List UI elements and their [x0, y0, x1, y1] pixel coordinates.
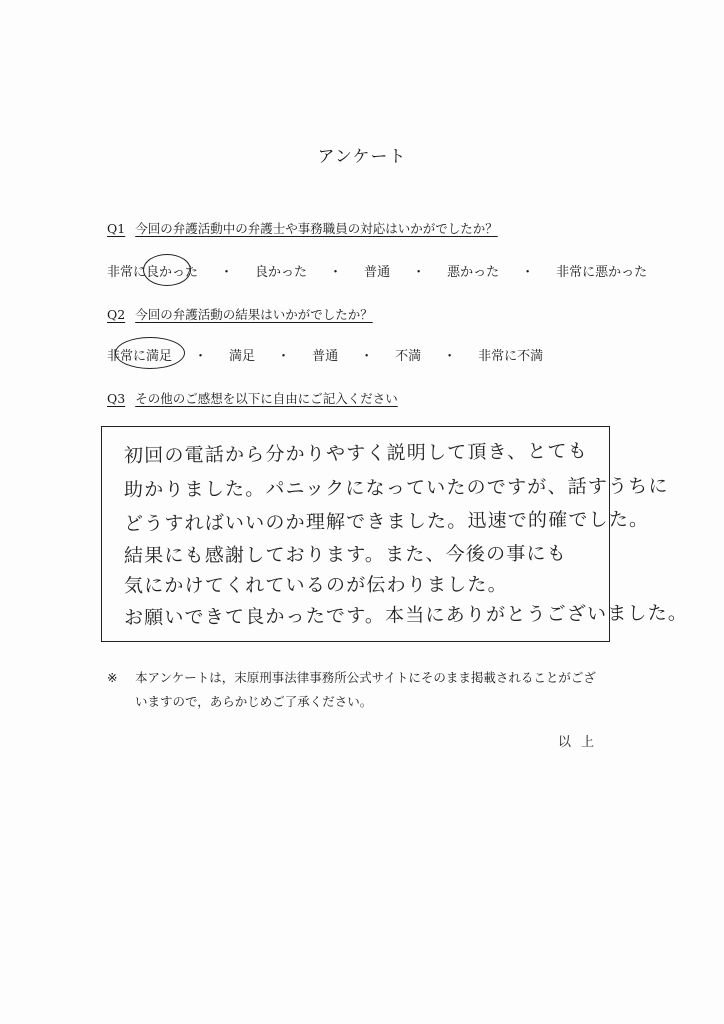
q2-option-dissatisfied[interactable]: 不満 [395, 349, 422, 364]
question-3 [107, 389, 398, 407]
q1-option-very-good[interactable]: 非常に良かった [107, 261, 198, 280]
question-3-number: Q3 [107, 391, 126, 406]
comment-line: 助かりました。パニックになっていたのですが、話すうちに [123, 475, 669, 501]
note-mark: ※ [107, 670, 118, 685]
q1-option-bad[interactable]: 悪かった [447, 265, 500, 280]
q2-option-very-dissatisfied[interactable]: 非常に不満 [478, 349, 544, 364]
question-2-options: 非常に満足 ・ 満足 ・ 普通 ・ 不満 ・ 非常に不満 [107, 345, 543, 364]
q1-option-good[interactable]: 良かった [255, 265, 308, 280]
comment-line: 初回の電話から分かりやすく説明して頂き、とても [123, 440, 588, 467]
question-2 [107, 305, 373, 323]
question-1 [107, 219, 498, 237]
question-1-number: Q1 [107, 221, 126, 236]
q2-option-very-satisfied[interactable]: 非常に満足 [107, 345, 172, 364]
question-2-text: 今回の弁護活動の結果はいかがでしたか？ [135, 307, 373, 322]
comment-line: どうすればいいのか理解できました。迅速で的確でした。 [123, 508, 650, 535]
question-1-text: 今回の弁護活動中の弁護士や事務職員の対応はいかがでしたか？ [135, 221, 498, 236]
question-2-number: Q2 [107, 307, 126, 322]
q1-option-very-bad[interactable]: 非常に悪かった [556, 265, 648, 280]
page-title: アンケート [317, 147, 407, 167]
comment-line: 気にかけてくれているのが伝わりました。 [123, 573, 508, 597]
question-1-options: 非常に良かった ・ 良かった ・ 普通 ・ 悪かった ・ 非常に悪かった [107, 261, 647, 280]
q2-option-satisfied[interactable]: 満足 [229, 349, 256, 364]
note-text: 本アンケートは，末原刑事法律事務所公式サイトにそのまま掲載されることがございますので，あらかじめご了承ください。 [135, 670, 596, 709]
comment-line: お願いできて良かったです。本当にありがとうございました。 [123, 602, 689, 629]
closing-text: 以上 [557, 735, 604, 750]
q2-option-normal[interactable]: 普通 [312, 349, 339, 364]
comment-box[interactable] [101, 426, 689, 642]
comment-line: 結果にも感謝しております。また、今後の事にも [123, 542, 567, 567]
disclaimer-note [107, 666, 607, 714]
question-3-text: その他のご感想を以下に自由にご記入ください [135, 391, 398, 406]
q1-option-normal[interactable]: 普通 [364, 265, 391, 280]
